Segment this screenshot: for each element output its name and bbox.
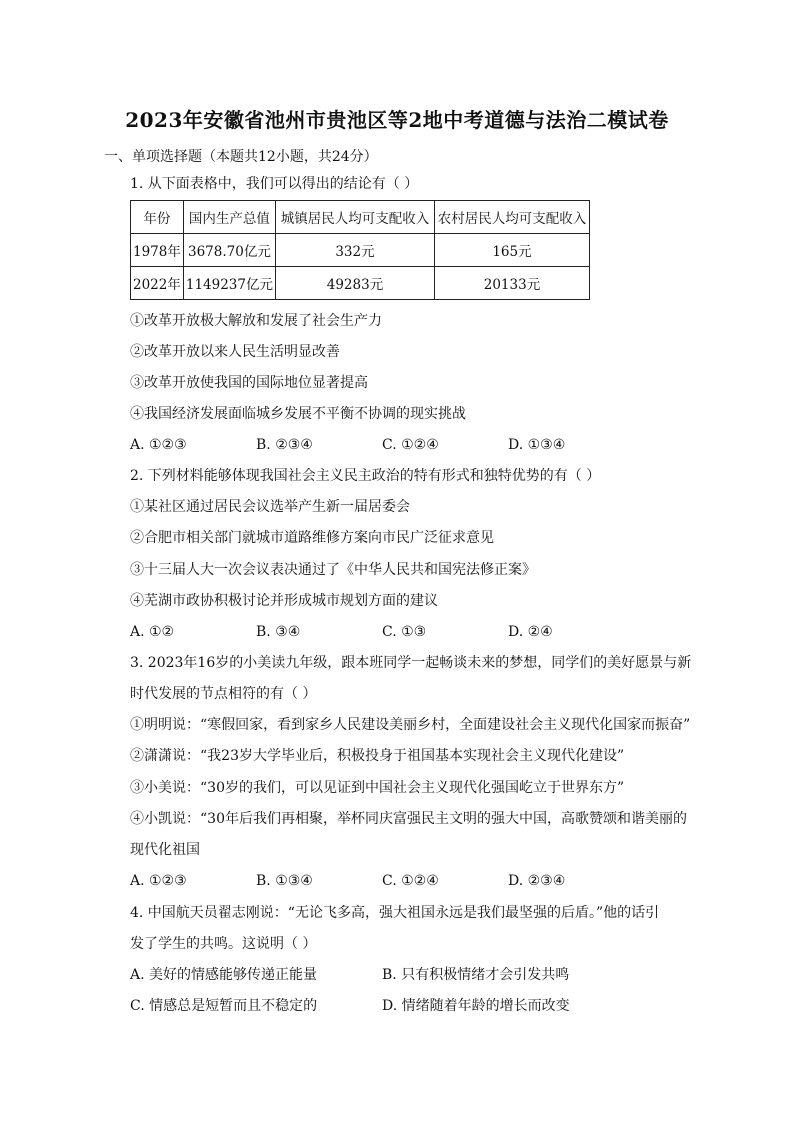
q1-option-c: C. ①②④ — [382, 437, 439, 453]
table-cell: 2022年 — [131, 267, 184, 300]
q3-stem-continued: 时代发展的节点相符的有（ ） — [130, 686, 317, 702]
table-cell: 332元 — [275, 234, 434, 267]
section-heading: 一、单项选择题（本题共12小题，共24分） — [104, 149, 378, 165]
table-row — [131, 267, 590, 300]
q2-option-b: B. ③④ — [256, 624, 301, 640]
q2-item: ③十三届人大一次会议表决通过了《中华人民共和国宪法修正案》 — [130, 562, 536, 578]
table-cell: 49283元 — [275, 267, 434, 300]
q1-item: ③改革开放使我国的国际地位显著提高 — [130, 375, 368, 391]
q3-item: ③小美说：“30岁的我们，可以见证到中国社会主义现代化强国屹立于世界东方” — [130, 780, 625, 796]
q1-item: ①改革开放极大解放和发展了社会生产力 — [130, 313, 382, 329]
q4-option-d: D. 情绪随着年龄的增长而改变 — [382, 998, 570, 1014]
q1-stem: 1. 从下面表格中，我们可以得出的结论有（ ） — [130, 176, 419, 192]
table-cell: 20133元 — [434, 267, 589, 300]
q2-option-d: D. ②④ — [508, 624, 553, 640]
q1-option-d: D. ①③④ — [508, 437, 566, 453]
q2-option-a: A. ①② — [130, 624, 175, 640]
q4-stem: 4. 中国航天员翟志刚说：“无论飞多高，强大祖国永远是我们最坚强的后盾。”他的话引 — [130, 905, 660, 921]
q2-stem: 2. 下列材料能够体现我国社会主义民主政治的特有形式和独特优势的有（ ） — [130, 468, 601, 484]
table-cell: 165元 — [434, 234, 589, 267]
q2-option-c: C. ①③ — [382, 624, 427, 640]
q3-item: ①明明说：“寒假回家，看到家乡人民建设美丽乡村，全面建设社会主义现代化国家而振奋” — [130, 717, 691, 733]
q3-item: ④小凯说：“30年后我们再相聚，举杯同庆富强民主文明的强大中国，高歌赞颂和谐美丽的 — [130, 811, 687, 827]
exam-title: 2023年安徽省池州市贵池区等2地中考道德与法治二模试卷 — [125, 108, 669, 132]
table-header-cell: 国内生产总值 — [183, 201, 275, 234]
q4-option-b: B. 只有积极情绪才会引发共鸣 — [382, 967, 570, 983]
q3-item-continued: 现代化祖国 — [130, 842, 200, 858]
q2-item: ④芜湖市政协积极讨论并形成城市规划方面的建议 — [130, 593, 438, 609]
q1-option-b: B. ②③④ — [256, 437, 313, 453]
q2-item: ②合肥市相关部门就城市道路维修方案向市民广泛征求意见 — [130, 530, 494, 546]
q1-table — [130, 200, 590, 300]
table-cell: 3678.70亿元 — [183, 234, 275, 267]
table-header-cell: 农村居民人均可支配收入 — [434, 201, 589, 234]
q4-stem-continued: 发了学生的共鸣。这说明（ ） — [130, 936, 317, 952]
table-header-row — [131, 201, 590, 234]
q1-item: ②改革开放以来人民生活明显改善 — [130, 344, 340, 360]
q4-option-a: A. 美好的情感能够传递正能量 — [130, 967, 318, 983]
q3-option-b: B. ①③④ — [256, 873, 313, 889]
q1-option-a: A. ①②③ — [130, 437, 187, 453]
table-row — [131, 234, 590, 267]
table-header-cell: 城镇居民人均可支配收入 — [275, 201, 434, 234]
q3-item: ②潇潇说：“我23岁大学毕业后，积极投身于祖国基本实现社会主义现代化建设” — [130, 748, 625, 764]
q3-option-d: D. ②③④ — [508, 873, 566, 889]
q3-option-a: A. ①②③ — [130, 873, 187, 889]
q1-item: ④我国经济发展面临城乡发展不平衡不协调的现实挑战 — [130, 406, 466, 422]
q3-option-c: C. ①②④ — [382, 873, 439, 889]
table-cell: 1149237亿元 — [183, 267, 275, 300]
q2-item: ①某社区通过居民会议选举产生新一届居委会 — [130, 499, 410, 515]
q3-stem: 3. 2023年16岁的小美读九年级，跟本班同学一起畅谈未来的梦想，同学们的美好愿景与新 — [130, 655, 692, 671]
table-header-cell: 年份 — [131, 201, 184, 234]
table-cell: 1978年 — [131, 234, 184, 267]
q4-option-c: C. 情感总是短暂而且不稳定的 — [130, 998, 318, 1014]
